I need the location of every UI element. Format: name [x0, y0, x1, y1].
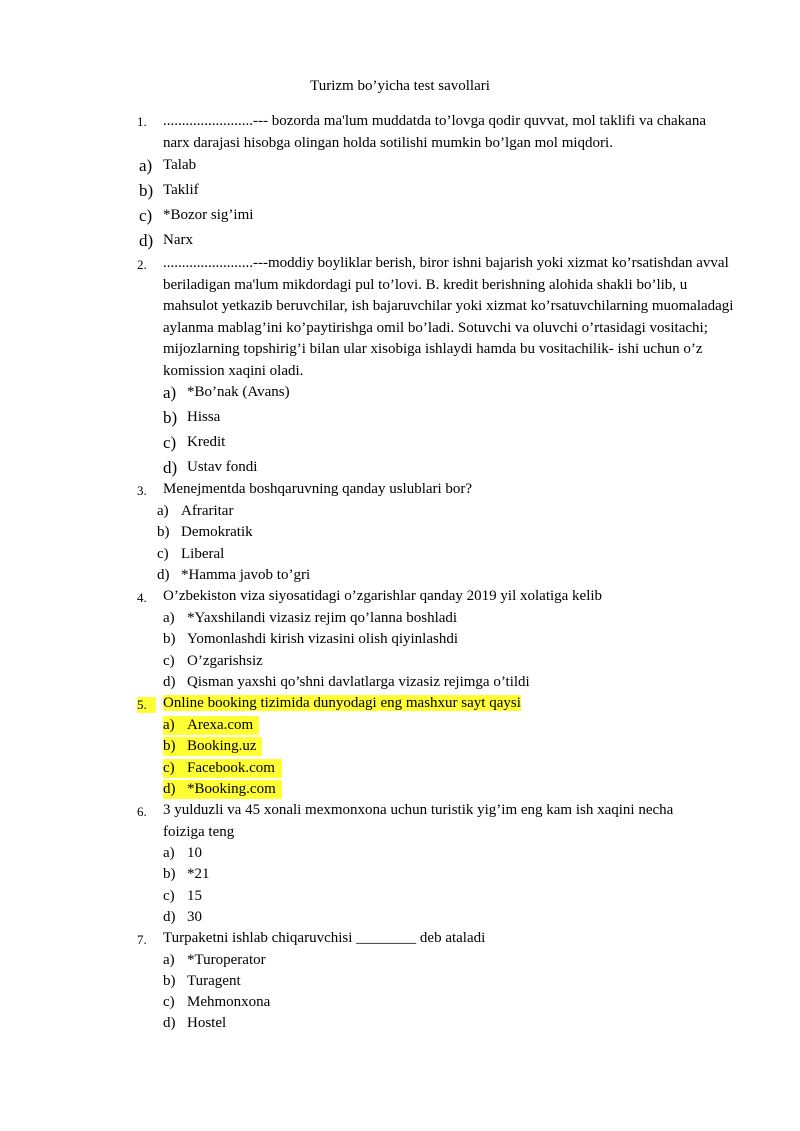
option-text: Liberal: [181, 546, 225, 562]
option-label: d): [157, 567, 170, 583]
option-text: *Turoperator: [187, 952, 266, 968]
option-text: 15: [187, 888, 202, 904]
option-text: Arexa.com: [187, 717, 254, 733]
option-text: Hostel: [187, 1015, 227, 1031]
option-d: [163, 1014, 227, 1033]
option-label: d): [163, 674, 176, 690]
option-text: Hissa: [187, 409, 221, 425]
option-b: [163, 408, 221, 429]
question-text: ........................---moddiy boyliklar berish, biror ishni bajarish yoki xizmat ko’rsatishdan avval beriladigan ma'lum mikdordagi pul to’lovi. B. kredit berishning alohida shakli bo’lib, u mahsulot yetkazib beruvchilar, ish bajaruvchilar yoki xizmat ko’rsatuvchilarning muomaladagi aylanma mablag’ini ko’paytirishga omil bo’ladi. Sotuvchi va oluvchi o’rtasidagi vositachi; mijozlarning topshirig’i bilan ular xisobiga ishlaydi hamda bu vositachilik- ishi uchun o’z komission xaqini oladi.: [163, 255, 734, 379]
question-text: Menejmentda boshqaruvning qanday uslublari bor?: [163, 481, 473, 497]
option-text: Kredit: [187, 434, 226, 450]
option-c: [163, 993, 271, 1012]
option-label: c): [163, 433, 177, 452]
option-text: Yomonlashdi kirish vizasini olish qiyinlashdi: [187, 631, 458, 647]
option-label: b): [139, 181, 154, 200]
option-d: [163, 908, 202, 927]
option-label: a): [139, 156, 153, 175]
option-text: *Booking.com: [187, 781, 276, 797]
option-c: [163, 433, 226, 454]
option-text: *Hamma javob to’gri: [181, 567, 311, 583]
option-text: Booking.uz: [187, 738, 257, 754]
option-b: [163, 865, 210, 884]
option-text: Turagent: [187, 973, 241, 989]
option-label: c): [163, 994, 175, 1010]
option-a: [139, 156, 197, 177]
option-label: c): [163, 888, 175, 904]
option-text: *21: [187, 866, 210, 882]
question-number: 3.: [137, 483, 147, 498]
option-text: Taklif: [163, 182, 199, 198]
option-label: b): [163, 738, 176, 754]
option-d: [163, 673, 530, 692]
option-label: a): [163, 717, 175, 733]
option-c: [163, 887, 202, 906]
option-label: d): [163, 458, 178, 477]
option-text: Narx: [163, 232, 193, 248]
option-text: *Bozor sig’imi: [163, 207, 254, 223]
option-text: 10: [187, 845, 202, 861]
question-text: 3 yulduzli va 45 xonali mexmonxona uchun turistik yig’im eng kam ish xaqini necha foiziga teng: [163, 802, 674, 840]
option-label: d): [163, 1015, 176, 1031]
option-d: [163, 780, 282, 799]
option-b: [163, 972, 241, 991]
option-text: Talab: [163, 157, 197, 173]
question-number: 7.: [137, 932, 147, 947]
question-text: ........................--- bozorda ma'lum muddatda to’lovga qodir quvvat, mol taklifi va chakana narx darajasi hisobga olingan holda sotilishi mumkin bo’lgan mol miqdori.: [163, 113, 706, 151]
option-text: Ustav fondi: [187, 459, 258, 475]
question-text: Turpaketni ishlab chiqaruvchisi ________ deb ataladi: [163, 930, 486, 946]
option-label: a): [163, 952, 175, 968]
question-number: 4.: [137, 590, 147, 605]
option-label: b): [163, 631, 176, 647]
question-text: O’zbekiston viza siyosatidagi o’zgarishlar qanday 2019 yil xolatiga kelib: [163, 588, 603, 604]
option-text: Qisman yaxshi qo’shni davlatlarga vizasiz rejimga o’tildi: [187, 674, 530, 690]
option-d: [139, 231, 193, 252]
option-c: [139, 206, 254, 227]
option-label: a): [163, 383, 177, 402]
option-label: d): [163, 909, 176, 925]
option-d: [163, 458, 258, 479]
option-c: [157, 545, 225, 564]
option-b: [163, 630, 458, 649]
option-label: c): [163, 653, 175, 669]
option-label: a): [157, 503, 169, 519]
option-label: c): [139, 206, 153, 225]
option-b: [163, 737, 262, 756]
question-number: 1.: [137, 114, 147, 129]
option-label: b): [157, 524, 170, 540]
option-c: [163, 759, 282, 778]
option-label: c): [163, 760, 175, 776]
option-b: [157, 523, 253, 542]
option-label: b): [163, 408, 178, 427]
option-text: *Yaxshilandi vizasiz rejim qo’lanna boshladi: [187, 610, 458, 626]
option-label: a): [163, 845, 175, 861]
option-label: c): [157, 546, 169, 562]
option-text: Afraritar: [181, 503, 234, 519]
option-a: [163, 609, 458, 628]
option-a: [163, 844, 202, 863]
question-number: 2.: [137, 257, 147, 272]
option-d: [157, 566, 311, 585]
option-text: Facebook.com: [187, 760, 275, 776]
option-a: [163, 951, 266, 970]
option-c: [163, 652, 263, 671]
option-text: O’zgarishsiz: [187, 653, 263, 669]
option-text: 30: [187, 909, 202, 925]
option-text: Demokratik: [181, 524, 253, 540]
option-text: *Bo’nak (Avans): [187, 384, 290, 400]
option-label: b): [163, 973, 176, 989]
option-text: Mehmonxona: [187, 994, 271, 1010]
page-title: Turizm bo’yicha test savollari: [310, 78, 490, 94]
option-label: b): [163, 866, 176, 882]
question-text: Online booking tizimida dunyodagi eng mashxur sayt qaysi: [163, 695, 521, 711]
option-label: d): [163, 781, 176, 797]
option-label: d): [139, 231, 154, 250]
option-a: [163, 716, 259, 735]
option-a: [157, 502, 234, 521]
question-number: 5.: [137, 697, 156, 713]
option-b: [139, 181, 199, 202]
question-number: 6.: [137, 804, 147, 819]
option-label: a): [163, 610, 175, 626]
option-a: [163, 383, 290, 404]
